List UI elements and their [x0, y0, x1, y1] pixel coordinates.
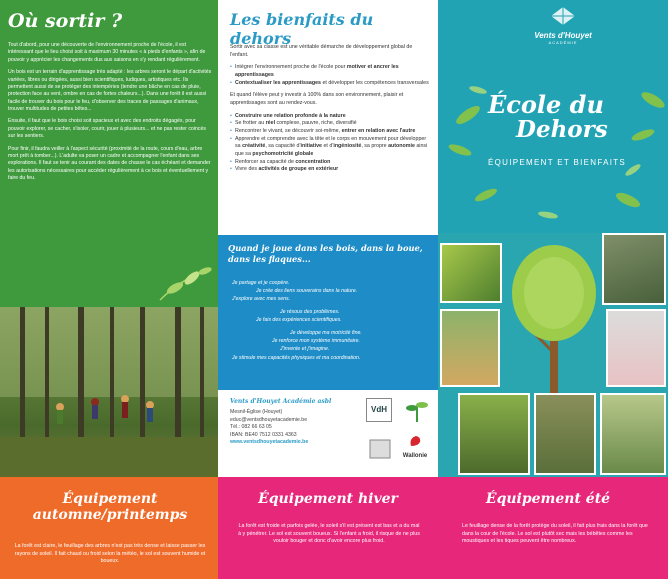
- plant-logo-icon: [403, 396, 431, 424]
- photo-children-group: [602, 233, 666, 305]
- quote-lines: [218, 279, 423, 362]
- crest-logo-icon: [368, 438, 392, 460]
- photo-child-playing: [440, 243, 502, 303]
- autumn-spring-title: Équipement automne/printemps: [32, 491, 188, 523]
- list-item: • Contextualiser les apprentissages et développer les compétences transversales: [230, 80, 430, 88]
- organisation-name: Vents d'Houyet Académie asbl: [230, 398, 332, 405]
- list-item: • Vivre des activités de groupe en extérieur: [230, 166, 430, 174]
- paragraph: Tout d'abord, pour une découverte de l'environnement proche de l'école, il est intéressant que le lieu choisi soit à maximum 30 minutes « à pieds d'enfants », afin de pouvoir y apprécier les changements dus aux saisons en s'y rendant régulièrement.: [8, 42, 206, 63]
- where-to-go-panel: [0, 0, 218, 307]
- where-to-go-title: Où sortir ?: [8, 10, 123, 32]
- paragraph: Pour finir, il faudra veiller à l'aspect sécurité (proximité de la route, cours d'eau, arbre mort prêt à tomber...). L'adulte va poser un cadre et accompagner l'enfant dans ses explorations. Il faut se tenir au courant des dates de chasse le cas échéant et demander les autorisations nécessaires pour accéder régulièrement à ce bois et éventuellement y faire du feu.: [8, 145, 211, 181]
- benefits-intro: Sortir avec sa classe est une véritable démarche de développement global de l'enfant.: [230, 44, 413, 58]
- wallonie-logo: Wallonie: [398, 434, 432, 459]
- website-link[interactable]: www.ventsdhouyetacademie.be: [230, 439, 309, 446]
- email-link[interactable]: educ@ventsdhouyetacademie.be: [230, 416, 308, 423]
- tree-illustration-icon: [504, 243, 604, 393]
- paragraph: Ensuite, il faut que le bois choisi soit spacieux et avec des endroits dégagés, pour pouvoir explorer, se cacher, s'isoler, courir, jouer à plusieurs... et ne pas rester coincés sur les sentiers.: [8, 118, 206, 140]
- list-item: • Se frotter au réel complexe, pauvre, riche, diversifié: [230, 120, 430, 128]
- list-item: • Intégrer l'environnement proche de l'école pour motiver et ancrer les apprentissages: [230, 64, 430, 79]
- rooster-icon: [408, 434, 422, 448]
- phone: Tél.: 082 66 63 05: [230, 424, 272, 431]
- quote-line: Je stimule mes capacités physiques et ma coordination.: [232, 354, 361, 361]
- benefits-mid: Et quand l'élève peut y investir à 100% dans son environnement, plaisir et apprentissages sont au rendez-vous.: [230, 92, 404, 107]
- benefits-list-2: [230, 113, 430, 174]
- benefits-list-1: [230, 64, 430, 87]
- kite-icon: [548, 6, 578, 26]
- quote-line: Je développe ma motricité fine.: [290, 330, 362, 337]
- vents-dhouyet-logo: Vents d'Houyet ACADÉMIE: [523, 6, 603, 45]
- photo-magnifier: [458, 393, 530, 475]
- cover-panel: [438, 0, 668, 233]
- forest-photo: [0, 307, 218, 477]
- list-item: • Rencontrer le vivant, se découvrir soi-même, entrer en relation avec l'autre: [230, 128, 430, 136]
- benefits-panel: [218, 0, 438, 235]
- contact-info: [230, 409, 350, 447]
- summer-title: Équipement été: [485, 491, 611, 507]
- winter-title: Équipement hiver: [258, 491, 398, 507]
- where-to-go-text: [8, 42, 212, 187]
- list-item: • Apprendre et comprendre avec la tête et le corps en mouvement pour développer sa créativité, sa capacité d'initiative et d'ingéniosité, sa propre autonomie ainsi que sa psychomotricité globale: [230, 136, 430, 159]
- photo-collage: [438, 233, 668, 477]
- quote-line: Je résous des problèmes.: [280, 309, 340, 316]
- forest-trees-icon: [0, 307, 218, 477]
- autumn-spring-panel: [0, 477, 218, 579]
- cover-subtitle: ÉQUIPEMENT ET BIENFAITS: [488, 158, 627, 167]
- quote-line: Je crée des liens souverains dans la nature.: [256, 288, 358, 295]
- vdh-logo: VdH: [366, 398, 392, 422]
- winter-panel: [218, 477, 438, 579]
- address: Mesnil-Église (Houyet): [230, 409, 283, 415]
- iban: IBAN: BE40 7512 0331 4363: [230, 431, 297, 438]
- quote-line: J'invente et j'imagine.: [280, 346, 330, 353]
- list-item: • Construire une relation profonde à la nature: [230, 113, 430, 121]
- autumn-spring-text: La forêt est claire, le feuillage des arbres n'est pas très dense et laisse passer les rayons de soleil. Il fait chaud ou froid selon la météo, le sol est souvent humide et boueux.: [14, 543, 206, 565]
- quote-line: Je partage et je coopère.: [232, 280, 290, 286]
- cover-title-line-1: École du: [488, 90, 604, 119]
- summer-text: Le feuillage dense de la forêt protège du soleil, il fait plus frais dans la forêt que dans la cour de l'école. Le sol est plutôt sec mais les bébêtes comme les moustiques et les tiques peuvent être nombreux.: [462, 523, 648, 545]
- quote-line: Je renforce mon système immunitaire.: [272, 338, 360, 345]
- quote-title: Quand je joue dans les bois, dans la boue, dans les flaques...: [228, 243, 423, 264]
- photo-child-hat: [606, 309, 666, 387]
- photo-forest-kids: [534, 393, 596, 475]
- photo-child-autumn: [440, 309, 500, 387]
- benefits-text: [230, 44, 430, 179]
- summer-panel: [438, 477, 668, 579]
- benefits-title: Les bienfaits du dehors: [230, 10, 374, 48]
- quote-panel: [218, 235, 438, 390]
- cover-title-line-2: Dehors: [516, 116, 608, 143]
- photo-child-leaves: [600, 393, 666, 475]
- list-item: • Renforcer sa capacité de concentration: [230, 159, 430, 167]
- quote-line: J'explore avec mes sens.: [232, 296, 291, 303]
- winter-text: La forêt est froide et parfois gelée, le soleil s'il est présent est bas et a du mal à y pénétrer. Le sol est souvent boueux. Si l'enfant a froid, il risque de ne plus vouloir bouger et donc d'avoir encore plus froid.: [238, 523, 420, 545]
- leaf-decoration-icon: [150, 260, 218, 307]
- quote-line: Je fais des expériences scientifiques.: [256, 317, 342, 324]
- paragraph: Un bois est un terrain d'apprentissage très adapté : les arbres seront le départ d'activités variées, libres ou dirigées, aussi bien scientifiques, ludiques, artistiques etc. Ils permettent aussi de se protéger des intempéries (tendre une bâche en cas de pluie, protection face au vent, ombre en cas de fortes chaleurs...). Dans une forêt il est aussi facile de trouver du bois pour le feu, d'observer des traces de passages d'animaux, trouver multitudes de petites bêtes...: [8, 69, 212, 112]
- contact-panel: [218, 390, 438, 477]
